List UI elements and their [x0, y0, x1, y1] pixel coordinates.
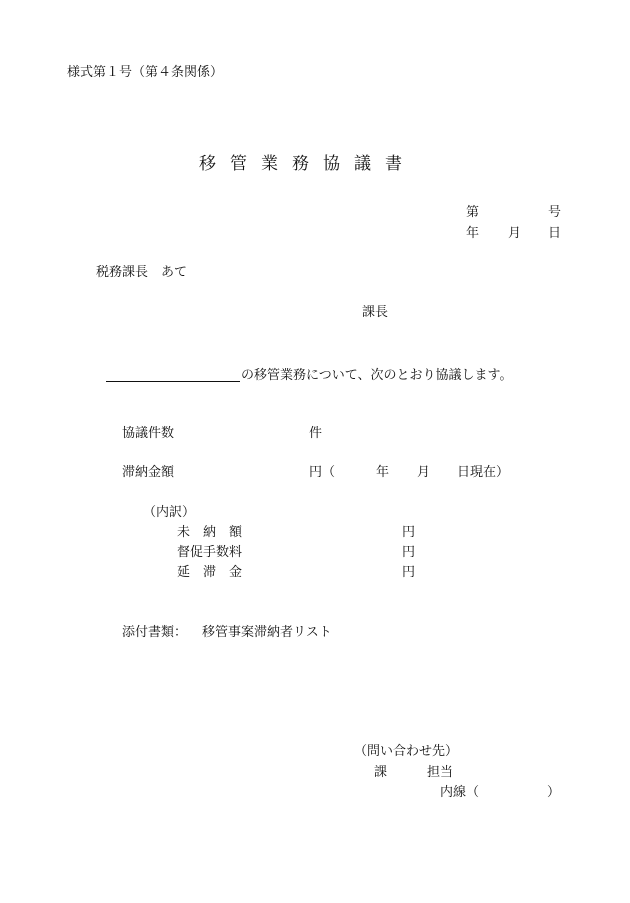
amount-year: 年 [376, 465, 390, 480]
title-char: 協 [323, 154, 340, 174]
date-month: 月 [508, 226, 522, 241]
title-char: 議 [354, 154, 371, 174]
amount-label: 滞納金額 [122, 465, 175, 480]
breakdown-unit: 円 [402, 565, 416, 580]
breakdown-unit: 円 [402, 545, 416, 560]
title-char: 書 [385, 154, 402, 174]
contact-extension-close: ） [547, 785, 561, 800]
count-label: 協議件数 [122, 426, 175, 441]
attachment-value: 移管事案滞納者リスト [202, 625, 332, 640]
date-year: 年 [466, 226, 480, 241]
count-unit: 件 [309, 426, 323, 441]
doc-no-dai: 第 [466, 205, 480, 220]
amount-month: 月 [417, 465, 431, 480]
breakdown-label: 延 滞 金 [177, 565, 243, 580]
title-char: 管 [230, 154, 247, 174]
sender-title: 課長 [362, 305, 389, 320]
date-day: 日 [548, 226, 562, 241]
contact-extension-open: 内線（ [440, 785, 480, 800]
addressee: 税務課長 あて [96, 265, 188, 280]
amount-asof: 日現在） [457, 465, 510, 480]
title-char: 業 [261, 154, 278, 174]
breakdown-heading: （内訳） [143, 505, 196, 520]
department-blank-line [106, 381, 240, 382]
contact-tanto: 担当 [427, 765, 454, 780]
doc-no-go: 号 [548, 205, 562, 220]
contact-heading: （問い合わせ先） [354, 744, 459, 759]
breakdown-label: 督促手数料 [177, 545, 243, 560]
breakdown-label: 未 納 額 [177, 525, 243, 540]
attachment-label: 添付書類： [122, 625, 188, 640]
document-title [199, 156, 402, 173]
form-number: 様式第１号（第４条関係） [67, 65, 224, 80]
contact-ka: 課 [374, 765, 388, 780]
title-char: 務 [292, 154, 309, 174]
amount-yen: 円（ [309, 465, 336, 480]
intro-text: の移管業務について、次のとおり協議します。 [241, 368, 513, 383]
breakdown-unit: 円 [402, 525, 416, 540]
title-char: 移 [199, 154, 216, 174]
